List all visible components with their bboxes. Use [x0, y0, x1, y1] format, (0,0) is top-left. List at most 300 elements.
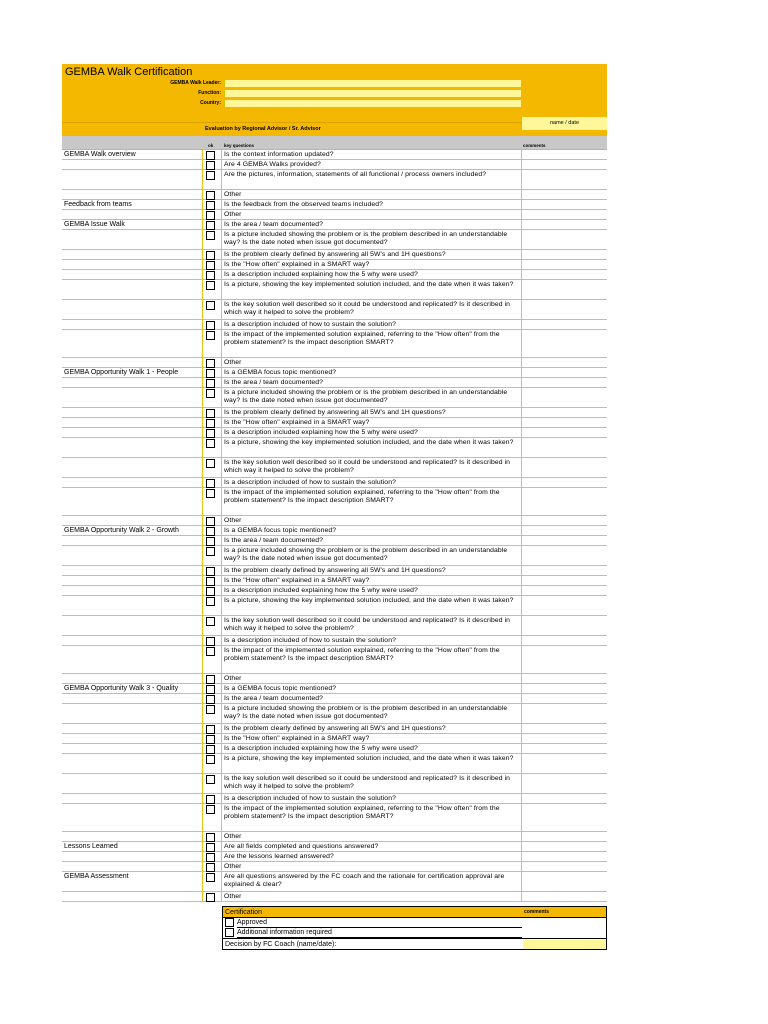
- checklist-row: [62, 320, 607, 330]
- ok-checkbox[interactable]: [206, 429, 215, 438]
- certification-box: [222, 906, 607, 950]
- checklist-row: [62, 220, 607, 230]
- checklist-row: [62, 230, 607, 250]
- ok-cell: [203, 368, 222, 377]
- comment-cell[interactable]: [522, 804, 607, 831]
- question-text: Is a description included explaining how the 5 why were used?: [222, 428, 522, 437]
- comment-cell[interactable]: [522, 526, 607, 535]
- section-label: [62, 330, 203, 357]
- question-text: Other: [222, 832, 522, 841]
- ok-checkbox[interactable]: [206, 261, 215, 270]
- approved-checkbox[interactable]: [225, 918, 234, 927]
- ok-cell: [203, 774, 222, 793]
- question-text: Is a picture, showing the key implemented solution included, and the date when it was taken?: [222, 596, 522, 615]
- ok-checkbox[interactable]: [206, 331, 215, 340]
- ok-cell: [203, 190, 222, 199]
- question-text: Is the problem clearly defined by answering all 5W's and 1H questions?: [222, 566, 522, 575]
- ok-cell: [203, 280, 222, 299]
- checklist-row: [62, 488, 607, 516]
- ok-checkbox[interactable]: [206, 251, 215, 260]
- section-label: [62, 566, 203, 575]
- ok-cell: [203, 330, 222, 357]
- question-text: Are all questions answered by the FC coach and the rationale for certification approval are explained & clear?: [222, 872, 522, 891]
- ok-checkbox[interactable]: [206, 171, 215, 180]
- ok-checkbox[interactable]: [206, 379, 215, 388]
- ok-cell: [203, 852, 222, 861]
- ok-cell: [203, 388, 222, 407]
- comment-cell[interactable]: [522, 516, 607, 525]
- comment-cell[interactable]: [522, 458, 607, 477]
- ok-checkbox[interactable]: [206, 211, 215, 220]
- ok-cell: [203, 270, 222, 279]
- ok-checkbox[interactable]: [206, 231, 215, 240]
- section-label: GEMBA Opportunity Walk 3 - Quality: [62, 684, 203, 693]
- evaluation-row: [62, 122, 607, 136]
- section-label: [62, 636, 203, 645]
- ok-checkbox[interactable]: [206, 735, 215, 744]
- section-label: [62, 190, 203, 199]
- question-text: Other: [222, 190, 522, 199]
- comment-cell[interactable]: [522, 892, 607, 901]
- comment-cell[interactable]: [522, 378, 607, 387]
- ok-cell: [203, 150, 222, 159]
- comment-cell[interactable]: [522, 220, 607, 229]
- ok-cell: [203, 428, 222, 437]
- section-label: [62, 862, 203, 871]
- comment-cell[interactable]: [522, 794, 607, 803]
- comment-cell[interactable]: [522, 704, 607, 723]
- comment-cell[interactable]: [522, 230, 607, 249]
- question-text: Is the problem clearly defined by answering all 5W's and 1H questions?: [222, 724, 522, 733]
- ok-cell: [203, 842, 222, 851]
- checklist-row: [62, 160, 607, 170]
- checklist-row: [62, 210, 607, 220]
- additional-info-option[interactable]: [223, 928, 606, 938]
- question-text: Is a GEMBA focus topic mentioned?: [222, 526, 522, 535]
- col-questions: key questions: [224, 143, 255, 148]
- comment-cell[interactable]: [522, 260, 607, 269]
- section-label: [62, 210, 203, 219]
- section-label: GEMBA Assessment: [62, 872, 203, 891]
- checklist-row: [62, 280, 607, 300]
- ok-checkbox[interactable]: [206, 221, 215, 230]
- comment-cell[interactable]: [522, 210, 607, 219]
- ok-checkbox[interactable]: [206, 705, 215, 714]
- ok-checkbox[interactable]: [206, 795, 215, 804]
- comment-cell[interactable]: [522, 744, 607, 753]
- ok-cell: [203, 566, 222, 575]
- ok-cell: [203, 724, 222, 733]
- leader-label: GEMBA Walk Leader:: [170, 80, 221, 86]
- checklist-row: [62, 418, 607, 428]
- ok-checkbox[interactable]: [206, 537, 215, 546]
- ok-checkbox[interactable]: [206, 419, 215, 428]
- section-label: [62, 646, 203, 673]
- question-text: Is a description included explaining how the 5 why were used?: [222, 270, 522, 279]
- comment-cell[interactable]: [522, 388, 607, 407]
- ok-checkbox[interactable]: [206, 161, 215, 170]
- comment-cell[interactable]: [522, 170, 607, 189]
- ok-checkbox[interactable]: [206, 873, 215, 882]
- ok-checkbox[interactable]: [206, 617, 215, 626]
- ok-cell: [203, 536, 222, 545]
- checklist-row: [62, 378, 607, 388]
- leader-field[interactable]: [224, 79, 522, 88]
- comment-cell[interactable]: [522, 586, 607, 595]
- checklist-row: [62, 596, 607, 616]
- ok-checkbox[interactable]: [206, 587, 215, 596]
- function-field[interactable]: [224, 89, 522, 98]
- checklist-row: [62, 300, 607, 320]
- question-text: Is a description included of how to sustain the solution?: [222, 478, 522, 487]
- ok-checkbox[interactable]: [206, 191, 215, 200]
- ok-checkbox[interactable]: [206, 805, 215, 814]
- additional-info-label: Additional information required: [237, 929, 332, 936]
- comment-cell[interactable]: [522, 270, 607, 279]
- comment-cell[interactable]: [522, 694, 607, 703]
- ok-cell: [203, 516, 222, 525]
- comment-cell[interactable]: [522, 576, 607, 585]
- comment-cell[interactable]: [522, 250, 607, 259]
- question-text: Other: [222, 892, 522, 901]
- question-text: Is a picture included showing the problem or is the problem described in an understandable way? Is the date noted when issue got documented?: [222, 230, 522, 249]
- section-label: [62, 616, 203, 635]
- comment-cell[interactable]: [522, 150, 607, 159]
- checklist-row: [62, 774, 607, 794]
- checklist-row: [62, 724, 607, 734]
- ok-checkbox[interactable]: [206, 439, 215, 448]
- ok-cell: [203, 408, 222, 417]
- ok-checkbox[interactable]: [206, 577, 215, 586]
- comment-cell[interactable]: [522, 418, 607, 427]
- checklist-row: [62, 250, 607, 260]
- ok-cell: [203, 704, 222, 723]
- comment-cell[interactable]: [522, 330, 607, 357]
- ok-checkbox[interactable]: [206, 833, 215, 842]
- ok-cell: [203, 862, 222, 871]
- section-label: Feedback from teams: [62, 200, 203, 209]
- checklist-row: [62, 260, 607, 270]
- ok-checkbox[interactable]: [206, 745, 215, 754]
- section-label: [62, 586, 203, 595]
- leader-row: [62, 79, 522, 89]
- comment-cell[interactable]: [522, 200, 607, 209]
- section-label: [62, 438, 203, 457]
- question-text: Is the context information updated?: [222, 150, 522, 159]
- question-text: Is the "How often" explained in a SMART way?: [222, 418, 522, 427]
- checklist-row: [62, 646, 607, 674]
- checklist-row: [62, 516, 607, 526]
- ok-cell: [203, 674, 222, 683]
- checklist-row: [62, 674, 607, 684]
- ok-cell: [203, 300, 222, 319]
- question-text: Is the impact of the implemented solution explained, referring to the "How often" from the problem statement? Is the impact description SMART?: [222, 330, 522, 357]
- section-label: [62, 160, 203, 169]
- comment-cell[interactable]: [522, 852, 607, 861]
- question-text: Is the impact of the implemented solution explained, referring to the "How often" from the problem statement? Is the impact description SMART?: [222, 488, 522, 515]
- question-text: Other: [222, 516, 522, 525]
- comment-cell[interactable]: [522, 160, 607, 169]
- ok-checkbox[interactable]: [206, 517, 215, 526]
- ok-checkbox[interactable]: [206, 695, 215, 704]
- ok-checkbox[interactable]: [206, 637, 215, 646]
- ok-cell: [203, 438, 222, 457]
- ok-cell: [203, 546, 222, 565]
- section-label: [62, 892, 203, 901]
- section-label: [62, 458, 203, 477]
- checklist-row: [62, 694, 607, 704]
- section-label: [62, 546, 203, 565]
- form-title: GEMBA Walk Certification: [65, 66, 193, 78]
- col-comments: comments: [523, 143, 546, 148]
- country-label: Country:: [200, 100, 221, 106]
- ok-checkbox[interactable]: [206, 527, 215, 536]
- ok-cell: [203, 358, 222, 367]
- checklist-row: [62, 842, 607, 852]
- comment-cell[interactable]: [522, 754, 607, 773]
- ok-checkbox[interactable]: [206, 409, 215, 418]
- section-label: [62, 408, 203, 417]
- ok-checkbox[interactable]: [206, 843, 215, 852]
- ok-cell: [203, 794, 222, 803]
- question-text: Is the key solution well described so it could be understood and replicated? Is it described in which way it helped to solve the problem?: [222, 300, 522, 319]
- comment-cell[interactable]: [522, 408, 607, 417]
- column-header: [62, 136, 607, 150]
- comment-cell[interactable]: [522, 832, 607, 841]
- ok-checkbox[interactable]: [206, 151, 215, 160]
- checklist-row: [62, 862, 607, 872]
- comment-cell[interactable]: [522, 616, 607, 635]
- ok-cell: [203, 260, 222, 269]
- section-label: [62, 230, 203, 249]
- question-text: Is the problem clearly defined by answering all 5W's and 1H questions?: [222, 250, 522, 259]
- comment-cell[interactable]: [522, 320, 607, 329]
- section-label: [62, 478, 203, 487]
- ok-cell: [203, 250, 222, 259]
- ok-checkbox[interactable]: [206, 281, 215, 290]
- section-label: GEMBA Walk overview: [62, 150, 203, 159]
- ok-cell: [203, 596, 222, 615]
- comment-cell[interactable]: [522, 478, 607, 487]
- section-label: [62, 704, 203, 723]
- checklist-row: [62, 704, 607, 724]
- checklist-row: [62, 804, 607, 832]
- approved-label: Approved: [237, 919, 267, 926]
- ok-checkbox[interactable]: [206, 321, 215, 330]
- ok-checkbox[interactable]: [206, 459, 215, 468]
- comment-cell[interactable]: [522, 636, 607, 645]
- question-text: Is the "How often" explained in a SMART way?: [222, 576, 522, 585]
- question-text: Is a description included of how to sustain the solution?: [222, 636, 522, 645]
- ok-cell: [203, 694, 222, 703]
- comment-cell[interactable]: [522, 428, 607, 437]
- checklist-row: [62, 734, 607, 744]
- checklist-row: [62, 852, 607, 862]
- question-text: Is a description included of how to sustain the solution?: [222, 320, 522, 329]
- checklist-row: [62, 744, 607, 754]
- section-label: [62, 170, 203, 189]
- comment-cell[interactable]: [522, 674, 607, 683]
- question-text: Is the feedback from the observed teams included?: [222, 200, 522, 209]
- question-text: Other: [222, 358, 522, 367]
- section-label: [62, 744, 203, 753]
- section-label: [62, 694, 203, 703]
- question-text: Is the key solution well described so it could be understood and replicated? Is it described in which way it helped to solve the problem?: [222, 458, 522, 477]
- ok-checkbox[interactable]: [206, 359, 215, 368]
- ok-cell: [203, 418, 222, 427]
- comment-cell[interactable]: [522, 872, 607, 891]
- question-text: Is the key solution well described so it could be understood and replicated? Is it described in which way it helped to solve the problem?: [222, 616, 522, 635]
- ok-checkbox[interactable]: [206, 725, 215, 734]
- ok-cell: [203, 160, 222, 169]
- comment-cell[interactable]: [522, 438, 607, 457]
- question-text: Is a GEMBA focus topic mentioned?: [222, 684, 522, 693]
- question-text: Are the pictures, information, statements of all functional / process owners included?: [222, 170, 522, 189]
- comment-cell[interactable]: [522, 546, 607, 565]
- approved-option[interactable]: [223, 918, 606, 928]
- ok-checkbox[interactable]: [206, 567, 215, 576]
- section-label: [62, 724, 203, 733]
- ok-checkbox[interactable]: [206, 755, 215, 764]
- ok-checkbox[interactable]: [206, 863, 215, 872]
- checklist-row: [62, 200, 607, 210]
- question-text: Are the lessons learned answered?: [222, 852, 522, 861]
- section-label: [62, 596, 203, 615]
- question-text: Is the area / team documented?: [222, 694, 522, 703]
- checklist-body: [62, 150, 607, 902]
- checklist-row: [62, 616, 607, 636]
- comment-cell[interactable]: [522, 358, 607, 367]
- country-field[interactable]: [224, 99, 522, 108]
- decision-field[interactable]: [523, 940, 606, 949]
- comment-cell[interactable]: [522, 596, 607, 615]
- question-text: Is a picture included showing the problem or is the problem described in an understandable way? Is the date noted when issue got documented?: [222, 546, 522, 565]
- additional-info-checkbox[interactable]: [225, 928, 234, 937]
- question-text: Is the impact of the implemented solution explained, referring to the "How often" from the problem statement? Is the impact description SMART?: [222, 804, 522, 831]
- question-text: Is the problem clearly defined by answering all 5W's and 1H questions?: [222, 408, 522, 417]
- section-label: [62, 250, 203, 259]
- ok-checkbox[interactable]: [206, 201, 215, 210]
- col-ok: ok: [208, 143, 214, 148]
- section-label: [62, 754, 203, 773]
- ok-checkbox[interactable]: [206, 685, 215, 694]
- section-label: GEMBA Issue Walk: [62, 220, 203, 229]
- section-label: [62, 418, 203, 427]
- ok-cell: [203, 378, 222, 387]
- ok-checkbox[interactable]: [206, 853, 215, 862]
- question-text: Is the "How often" explained in a SMART way?: [222, 260, 522, 269]
- question-text: Is the area / team documented?: [222, 536, 522, 545]
- section-label: GEMBA Opportunity Walk 2 - Growth: [62, 526, 203, 535]
- ok-checkbox[interactable]: [206, 647, 215, 656]
- ok-cell: [203, 744, 222, 753]
- comment-cell[interactable]: [522, 684, 607, 693]
- checklist-row: [62, 270, 607, 280]
- question-text: Other: [222, 674, 522, 683]
- comment-cell[interactable]: [522, 774, 607, 793]
- function-row: [62, 89, 522, 99]
- comment-cell[interactable]: [522, 368, 607, 377]
- ok-checkbox[interactable]: [206, 489, 215, 498]
- question-text: Are 4 GEMBA Walks provided?: [222, 160, 522, 169]
- section-label: [62, 674, 203, 683]
- comment-cell[interactable]: [522, 862, 607, 871]
- comment-cell[interactable]: [522, 842, 607, 851]
- name-date-field[interactable]: name / date: [522, 117, 607, 130]
- checklist-row: [62, 368, 607, 378]
- section-label: [62, 280, 203, 299]
- comment-cell[interactable]: [522, 646, 607, 673]
- ok-checkbox[interactable]: [206, 775, 215, 784]
- ok-cell: [203, 320, 222, 329]
- ok-cell: [203, 220, 222, 229]
- comment-cell[interactable]: [522, 536, 607, 545]
- question-text: Is a description included explaining how the 5 why were used?: [222, 586, 522, 595]
- question-text: Other: [222, 862, 522, 871]
- ok-cell: [203, 646, 222, 673]
- checklist-row: [62, 832, 607, 842]
- ok-checkbox[interactable]: [206, 547, 215, 556]
- ok-checkbox[interactable]: [206, 893, 215, 902]
- ok-checkbox[interactable]: [206, 271, 215, 280]
- ok-cell: [203, 892, 222, 901]
- question-text: Is a picture included showing the problem or is the problem described in an understandable way? Is the date noted when issue got documented?: [222, 388, 522, 407]
- section-label: [62, 428, 203, 437]
- question-text: Is a GEMBA focus topic mentioned?: [222, 368, 522, 377]
- comment-cell[interactable]: [522, 280, 607, 299]
- section-label: GEMBA Opportunity Walk 1 - People: [62, 368, 203, 377]
- comment-cell[interactable]: [522, 566, 607, 575]
- checklist-row: [62, 150, 607, 160]
- section-label: [62, 794, 203, 803]
- question-text: Is the area / team documented?: [222, 378, 522, 387]
- ok-checkbox[interactable]: [206, 479, 215, 488]
- certification-title: Certification: [225, 909, 262, 916]
- question-text: Is the impact of the implemented solution explained, referring to the "How often" from the problem statement? Is the impact description SMART?: [222, 646, 522, 673]
- ok-checkbox[interactable]: [206, 369, 215, 378]
- comment-cell[interactable]: [522, 190, 607, 199]
- checklist-row: [62, 438, 607, 458]
- ok-checkbox[interactable]: [206, 389, 215, 398]
- ok-checkbox[interactable]: [206, 675, 215, 684]
- ok-checkbox[interactable]: [206, 597, 215, 606]
- certification-comments: comments: [524, 909, 550, 915]
- checklist-row: [62, 576, 607, 586]
- checklist-row: [62, 526, 607, 536]
- question-text: Is a picture, showing the key implemented solution included, and the date when it was taken?: [222, 754, 522, 773]
- checklist-row: [62, 478, 607, 488]
- ok-cell: [203, 200, 222, 209]
- section-label: [62, 270, 203, 279]
- comment-cell[interactable]: [522, 300, 607, 319]
- section-label: [62, 536, 203, 545]
- comment-cell[interactable]: [522, 734, 607, 743]
- checklist-row: [62, 794, 607, 804]
- comment-cell[interactable]: [522, 488, 607, 515]
- question-text: Is a picture, showing the key implemented solution included, and the date when it was taken?: [222, 280, 522, 299]
- ok-cell: [203, 872, 222, 891]
- checklist-row: [62, 330, 607, 358]
- ok-checkbox[interactable]: [206, 301, 215, 310]
- ok-cell: [203, 458, 222, 477]
- comment-cell[interactable]: [522, 724, 607, 733]
- section-label: [62, 852, 203, 861]
- ok-cell: [203, 170, 222, 189]
- checklist-row: [62, 872, 607, 892]
- ok-cell: [203, 576, 222, 585]
- ok-cell: [203, 478, 222, 487]
- ok-cell: [203, 804, 222, 831]
